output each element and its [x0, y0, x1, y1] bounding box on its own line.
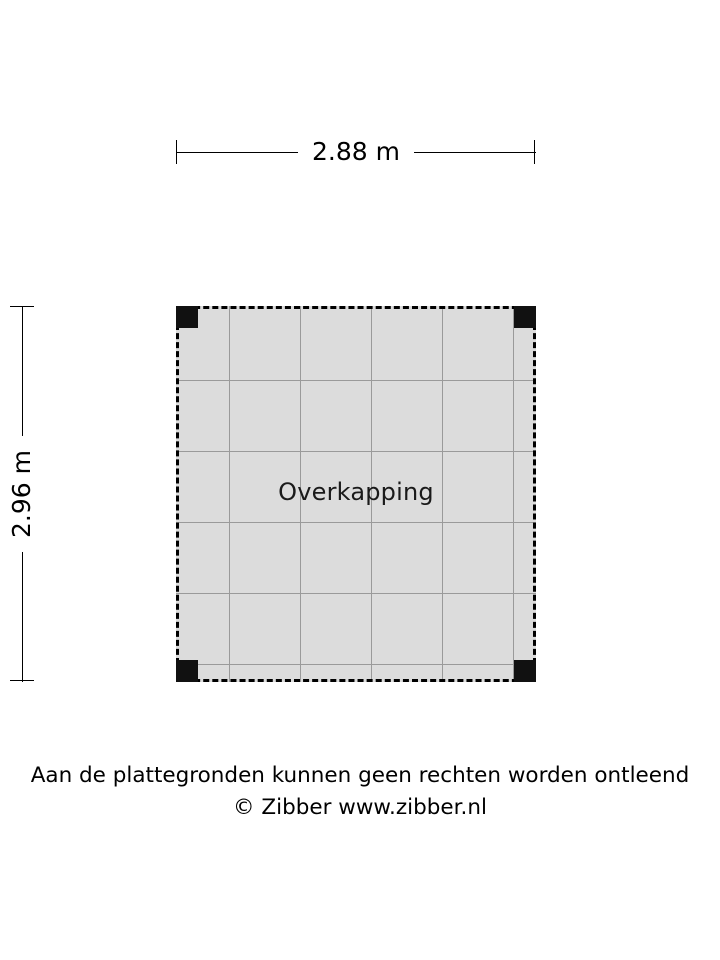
width-dimension-tick-left	[176, 140, 177, 164]
corner-post-bottom-left	[176, 660, 198, 682]
height-dimension	[0, 306, 46, 682]
footer	[0, 760, 720, 824]
height-dimension-tick-bottom	[10, 680, 34, 681]
width-dimension	[176, 130, 536, 174]
corner-post-top-right	[514, 306, 536, 328]
footer-copyright: © Zibber www.zibber.nl	[233, 795, 487, 820]
corner-post-top-left	[176, 306, 198, 328]
height-dimension-label: 2.96 m	[2, 436, 42, 552]
corner-post-bottom-right	[514, 660, 536, 682]
width-dimension-tick-right	[534, 140, 535, 164]
width-dimension-label: 2.88 m	[298, 130, 414, 174]
room-label: Overkapping	[278, 478, 434, 506]
footer-disclaimer: Aan de plattegronden kunnen geen rechten worden ontleend	[30, 763, 690, 788]
floorplan	[176, 306, 536, 682]
height-dimension-tick-top	[10, 306, 34, 307]
